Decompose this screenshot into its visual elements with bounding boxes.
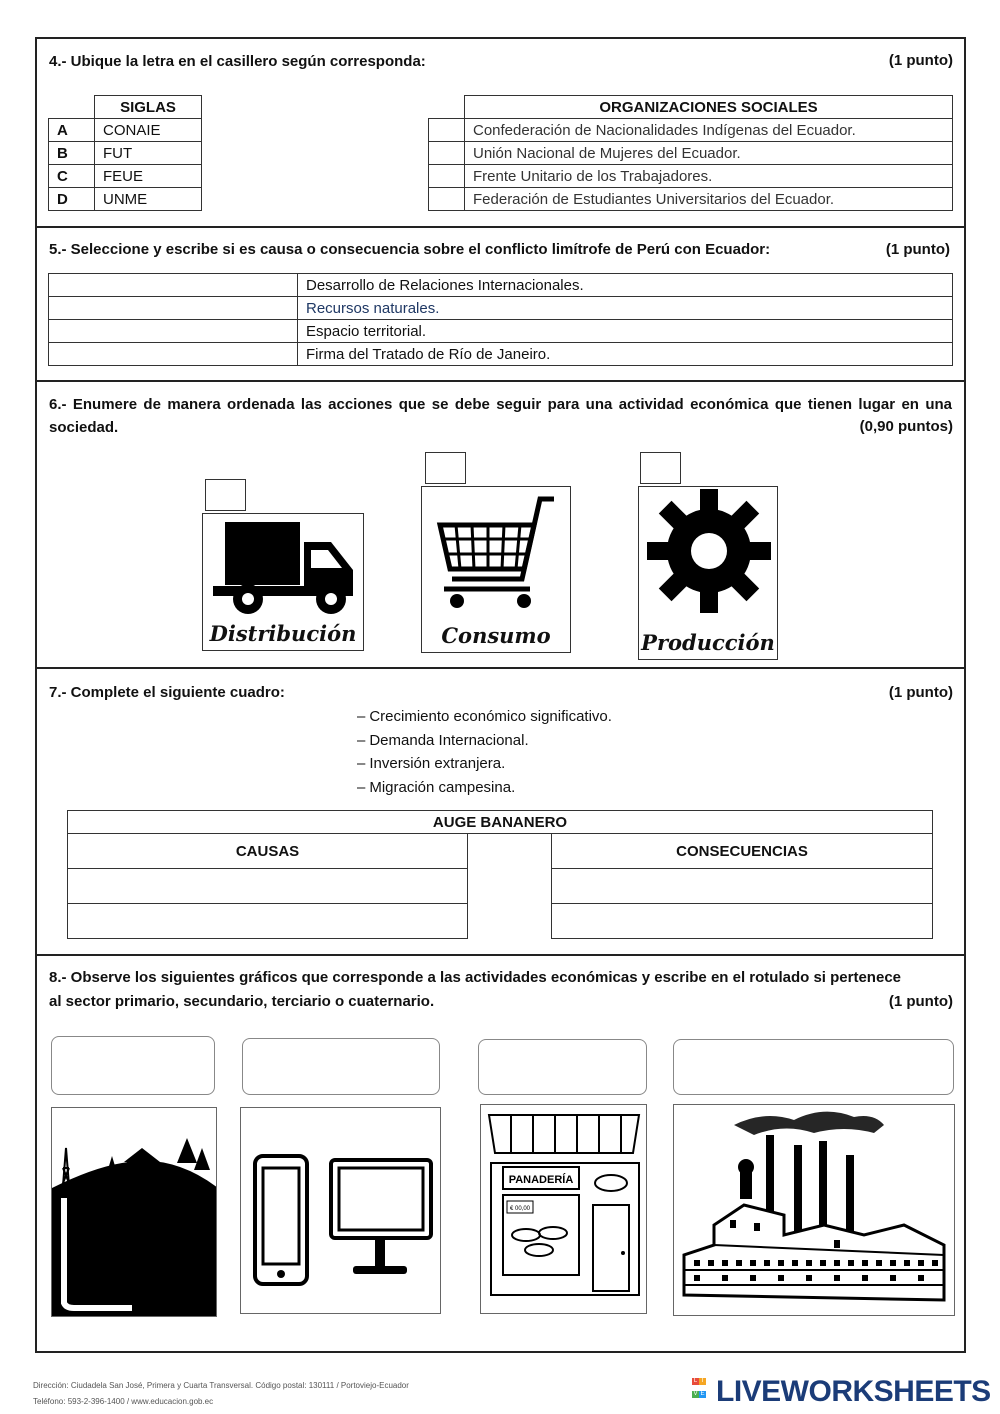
shopping-cart-icon xyxy=(422,489,571,619)
truck-icon xyxy=(203,516,364,616)
options-list xyxy=(357,705,612,799)
sigla-name: FUT xyxy=(95,142,202,165)
oil-field-image xyxy=(51,1107,217,1317)
table-row xyxy=(49,188,202,211)
table-row xyxy=(49,274,953,297)
question-4-title: 4.- Ubique la letra en el casillero según corresponda: xyxy=(49,53,426,70)
answer-cell[interactable] xyxy=(429,188,465,211)
consequences-header: CONSECUENCIAS xyxy=(552,834,933,869)
auge-bananero-title: AUGE BANANERO xyxy=(67,810,933,834)
answer-cell[interactable] xyxy=(552,904,933,939)
question-6-title: 6.- Enumere de manera ordenada las acciones que se debe seguir para una actividad económica que tienen lugar en una sociedad. xyxy=(49,396,952,436)
question-5-points: (1 punto) xyxy=(885,241,950,258)
liveworksheets-brand[interactable]: LIVEWORKSHEETS xyxy=(716,1375,991,1408)
footer-phone-label: Teléfono: xyxy=(33,1397,66,1406)
order-input-consumo[interactable] xyxy=(425,452,466,484)
sector-input-devices[interactable] xyxy=(242,1038,440,1095)
table-row xyxy=(49,320,953,343)
answer-cell[interactable] xyxy=(49,320,298,343)
bakery-shop-icon xyxy=(481,1105,647,1314)
answer-cell[interactable] xyxy=(68,904,468,939)
causes-header: CAUSAS xyxy=(68,834,468,869)
card-caption: Producción xyxy=(641,630,775,655)
smartphone-monitor-icon xyxy=(241,1108,441,1314)
organization-name: Federación de Estudiantes Universitarios del Ecuador. xyxy=(465,188,953,211)
card-caption: Distribución xyxy=(209,621,357,646)
question-8-points: (1 punto) xyxy=(888,993,953,1010)
factory-icon xyxy=(674,1105,955,1316)
organizations-table xyxy=(428,95,953,211)
question-8-title-line1: 8.- Observe los siguientes gráficos que corresponde a las actividades económicas y escribe en el rotulado si pertenece xyxy=(49,969,901,986)
list-item: – Migración campesina. xyxy=(357,776,612,800)
answer-cell[interactable] xyxy=(429,119,465,142)
bakery-sign-text: PANADERÍA xyxy=(508,1174,574,1186)
card-produccion xyxy=(638,486,778,660)
table-row xyxy=(68,869,468,904)
logo-tile: E xyxy=(700,1391,705,1397)
card-caption: Consumo xyxy=(441,623,551,648)
footer-phone-text: 593-2-396-1400 / www.educacion.gob.ec xyxy=(67,1397,214,1406)
siglas-table xyxy=(48,95,202,211)
gear-icon xyxy=(639,489,778,619)
logo-tile: I xyxy=(699,1378,706,1385)
sigla-letter: B xyxy=(49,142,95,165)
sigla-letter: A xyxy=(49,119,95,142)
organizations-header: ORGANIZACIONES SOCIALES xyxy=(465,96,953,119)
answer-cell[interactable] xyxy=(429,165,465,188)
table-row xyxy=(49,119,202,142)
footer-address-text: Ciudadela San José, Primera y Cuarta Transversal. Código postal: 130111 / Portoviejo-Ecuador xyxy=(70,1381,409,1390)
answer-cell[interactable] xyxy=(49,297,298,320)
sigla-letter: C xyxy=(49,165,95,188)
order-input-produccion[interactable] xyxy=(640,452,681,484)
question-8-title-line2: al sector primario, secundario, terciario o cuaternario. xyxy=(49,993,435,1010)
logo-tile: L xyxy=(693,1378,698,1384)
table-row xyxy=(552,904,933,939)
table-row xyxy=(429,165,953,188)
table-row xyxy=(429,119,953,142)
organization-name: Frente Unitario de los Trabajadores. xyxy=(465,165,953,188)
organization-name: Confederación de Nacionalidades Indígenas del Ecuador. xyxy=(465,119,953,142)
answer-cell[interactable] xyxy=(429,142,465,165)
bakery-image xyxy=(480,1104,647,1314)
consequences-table xyxy=(551,833,933,939)
factory-image xyxy=(673,1104,955,1316)
table-row xyxy=(49,165,202,188)
card-distribucion xyxy=(202,513,364,651)
table-row xyxy=(429,142,953,165)
devices-image xyxy=(240,1107,441,1314)
answer-cell[interactable] xyxy=(49,274,298,297)
list-item: – Demanda Internacional. xyxy=(357,729,612,753)
sector-input-oil[interactable] xyxy=(51,1036,215,1095)
table-row xyxy=(49,297,953,320)
table-row xyxy=(49,142,202,165)
liveworksheets-logo-icon xyxy=(692,1378,706,1404)
list-item: – Inversión extranjera. xyxy=(357,752,612,776)
list-item: – Crecimiento económico significativo. xyxy=(357,705,612,729)
answer-cell[interactable] xyxy=(552,869,933,904)
organization-name: Unión Nacional de Mujeres del Ecuador. xyxy=(465,142,953,165)
table-row xyxy=(49,343,953,366)
sigla-name: UNME xyxy=(95,188,202,211)
question-7-title: 7.- Complete el siguiente cuadro: xyxy=(49,684,285,701)
siglas-header: SIGLAS xyxy=(95,96,202,119)
footer-address-label: Dirección: xyxy=(33,1381,69,1390)
answer-cell[interactable] xyxy=(68,869,468,904)
sigla-letter: D xyxy=(49,188,95,211)
oil-derrick-icon xyxy=(52,1108,217,1317)
table-row xyxy=(552,869,933,904)
conflict-item: Desarrollo de Relaciones Internacionales. xyxy=(298,274,953,297)
sector-input-factory[interactable] xyxy=(673,1039,954,1095)
answer-cell[interactable] xyxy=(49,343,298,366)
sector-input-bakery[interactable] xyxy=(478,1039,647,1095)
card-consumo xyxy=(421,486,571,653)
conflict-item: Espacio territorial. xyxy=(298,320,953,343)
question-7-points: (1 punto) xyxy=(888,684,953,701)
question-4-points: (1 punto) xyxy=(888,52,953,69)
footer-phone xyxy=(33,1397,213,1406)
sigla-name: CONAIE xyxy=(95,119,202,142)
table-row xyxy=(429,188,953,211)
logo-tile: V xyxy=(693,1391,698,1397)
table-row xyxy=(68,904,468,939)
price-tag-text: € 00,00 xyxy=(509,1206,531,1212)
footer-address xyxy=(33,1381,409,1390)
conflict-item: Recursos naturales. xyxy=(298,297,953,320)
question-6-points: (0,90 puntos) xyxy=(859,418,953,435)
conflict-table xyxy=(48,273,953,366)
question-5-title: 5.- Seleccione y escribe si es causa o consecuencia sobre el conflicto limítrofe de Perú con Ecuador: xyxy=(49,241,771,258)
sigla-name: FEUE xyxy=(95,165,202,188)
order-input-distribucion[interactable] xyxy=(205,479,246,511)
causes-table xyxy=(67,833,468,939)
conflict-item: Firma del Tratado de Río de Janeiro. xyxy=(298,343,953,366)
